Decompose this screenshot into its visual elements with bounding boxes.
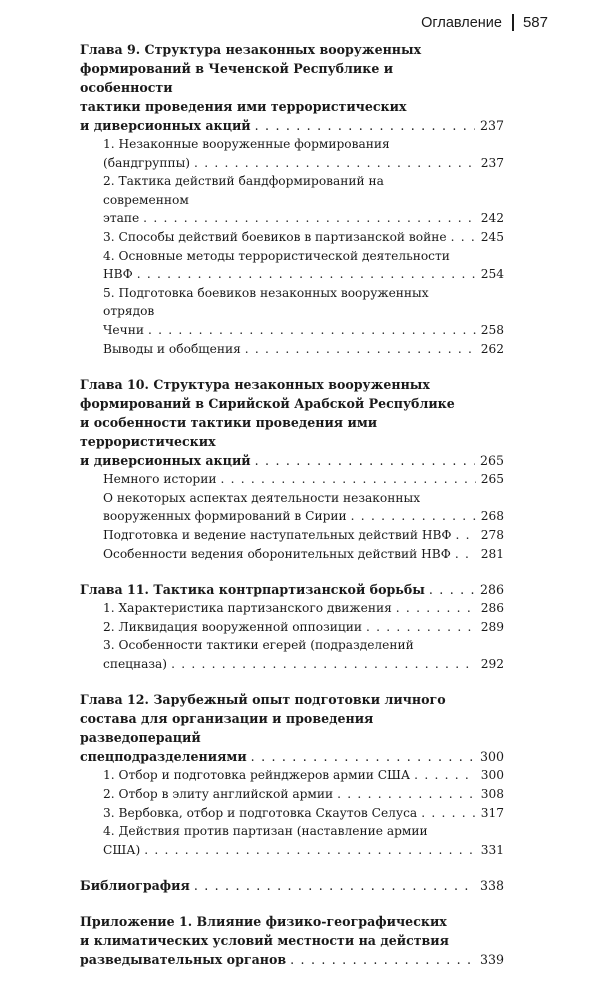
chapter-title-line: состава для организации и проведения разведопераций (80, 711, 374, 746)
toc-item-title: 1. Характеристика партизанского движения (103, 601, 396, 615)
chapter-title-line: и особенности тактики проведения ими террористических (80, 415, 378, 450)
toc-item-title: Немного истории (103, 472, 220, 486)
toc-item-page-number: 245 (476, 228, 504, 247)
chapter-page-number: 286 (475, 580, 504, 599)
toc-item[interactable] (80, 340, 504, 359)
toc-item-title: Подготовка и ведение наступательных действий НВФ (103, 528, 456, 542)
toc-item-line: 2. Тактика действий бандформирований на современном (103, 174, 384, 207)
toc-item-page-number: 278 (476, 526, 504, 545)
chapter-heading[interactable] (80, 876, 504, 895)
toc-item-page-number: 268 (476, 507, 504, 526)
toc-chapter (80, 912, 504, 969)
toc-item-page-number: 242 (476, 209, 504, 228)
toc-item-title: 1. Незаконные вооруженные формирования (бандгруппы) (103, 137, 390, 170)
chapter-title-line: формирований в Сирийской Арабской Республике (80, 396, 455, 412)
toc-item-line: 5. Подготовка боевиков незаконных вооруженных отрядов (103, 285, 429, 319)
chapter-page-number: 338 (475, 876, 504, 895)
toc-item[interactable] (80, 822, 504, 859)
toc-item-page-number: 262 (476, 340, 504, 359)
toc-item-title: Особенности ведения оборонительных действий НВФ (103, 547, 455, 561)
toc-item[interactable] (80, 804, 504, 823)
toc-item-title: 4. Действия против партизан (наставление армии США) (103, 824, 428, 857)
toc-chapter (80, 876, 504, 895)
section-title: Оглавление (421, 14, 502, 31)
chapter-heading[interactable] (80, 40, 504, 135)
toc-item-page-number: 300 (476, 766, 504, 785)
toc-item-page-number: 281 (476, 545, 504, 564)
toc-item-page-number: 292 (476, 655, 504, 674)
chapter-title-line: Глава 9. Структура незаконных вооруженных (80, 42, 422, 57)
chapter-title-line: Глава 10. Структура незаконных вооруженных (80, 377, 430, 393)
header-separator (512, 14, 514, 31)
toc-item[interactable] (80, 172, 504, 228)
toc-item[interactable] (80, 599, 504, 618)
toc-item-page-number: 237 (476, 154, 504, 173)
chapter-title-line: тактики проведения ими террористических (80, 99, 407, 114)
chapter-title-line: Приложение 1. Влияние физико-географических (80, 914, 447, 930)
toc-item[interactable] (80, 228, 504, 247)
chapter-title-last-line: Библиография (80, 878, 194, 893)
chapter-page-number: 237 (475, 116, 504, 135)
toc-item-title: 2. Ликвидация вооруженной оппозиции (103, 620, 366, 634)
chapter-heading[interactable] (80, 375, 504, 470)
toc-item[interactable] (80, 489, 504, 526)
toc-item-title: 3. Вербовка, отбор и подготовка Скаутов Селуса (103, 806, 421, 820)
chapter-title-line: Глава 12. Зарубежный опыт подготовки личного (80, 692, 446, 708)
chapter-title-last-line: Глава 11. Тактика контрпартизанской борьбы (80, 582, 429, 597)
toc-item[interactable] (80, 135, 504, 172)
toc-item[interactable] (80, 284, 504, 340)
chapter-title-last-line: спецподразделениями (80, 749, 251, 764)
toc-item-page-number: 254 (476, 265, 504, 284)
toc-item-page-number: 308 (476, 785, 504, 804)
toc-item-title: 3. Способы действий боевиков в партизанской войне (103, 230, 451, 244)
chapter-page-number: 300 (475, 747, 504, 766)
toc-item[interactable] (80, 636, 504, 673)
toc-item[interactable] (80, 785, 504, 804)
toc-item-page-number: 258 (476, 321, 504, 340)
toc-chapter (80, 375, 504, 563)
toc-item-line: О некоторых аспектах деятельности незаконных (103, 490, 421, 505)
toc-chapter (80, 40, 504, 358)
toc-item[interactable] (80, 545, 504, 564)
toc-item[interactable] (80, 766, 504, 785)
toc-item-page-number: 317 (476, 804, 504, 823)
toc-item[interactable] (80, 470, 504, 489)
toc-item-page-number: 265 (476, 470, 504, 489)
chapter-title-line: и климатических условий местности на действия (80, 933, 449, 949)
toc-item-title: этапе (103, 211, 143, 225)
chapter-title-line: формирований в Чеченской Республике и особенности (80, 61, 394, 95)
chapter-heading[interactable] (80, 580, 504, 599)
toc-item[interactable] (80, 618, 504, 637)
running-header (421, 14, 548, 31)
toc-item[interactable] (80, 526, 504, 545)
chapter-title-last-line: и диверсионных акций (80, 453, 255, 468)
chapter-title-last-line: разведывательных органов (80, 952, 290, 967)
toc-item-title: вооруженных формирований в Сирии (103, 509, 351, 523)
toc-item-title: 4. Основные методы террористической деятельности НВФ (103, 248, 450, 282)
toc-item[interactable] (80, 247, 504, 284)
toc-item-title: 2. Отбор в элиту английской армии (103, 787, 337, 801)
chapter-heading[interactable] (80, 690, 504, 766)
chapter-title-last-line: и диверсионных акций (80, 118, 255, 133)
toc-item-title: Выводы и обобщения (103, 342, 245, 356)
page-number: 587 (522, 14, 548, 31)
toc-item-page-number: 286 (476, 599, 504, 618)
table-of-contents (80, 40, 504, 986)
toc-chapter (80, 690, 504, 859)
toc-item-title: 1. Отбор и подготовка рейнджеров армии США (103, 768, 414, 782)
toc-item-page-number: 331 (476, 841, 504, 860)
chapter-page-number: 265 (475, 451, 504, 470)
toc-item-page-number: 289 (476, 618, 504, 637)
toc-item-title: 3. Особенности тактики егерей (подразделений спецназа) (103, 638, 414, 671)
chapter-heading[interactable] (80, 912, 504, 969)
chapter-page-number: 339 (475, 950, 504, 969)
toc-item-title: Чечни (103, 323, 148, 337)
toc-chapter (80, 580, 504, 673)
